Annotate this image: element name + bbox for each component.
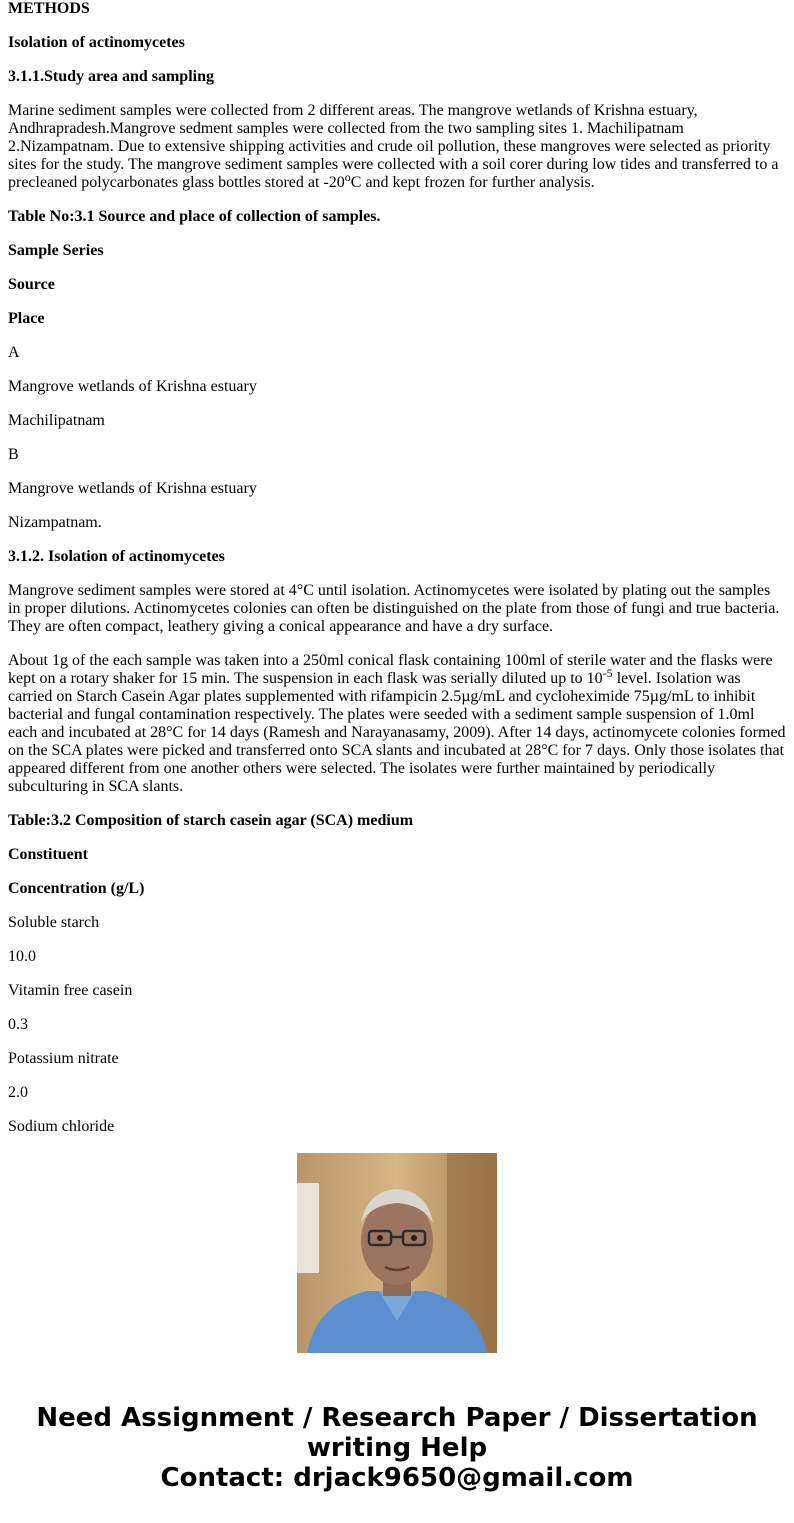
table-3-2-header: Concentration (g/L) <box>8 880 145 897</box>
superscript-exponent: -5 <box>602 666 613 680</box>
table-cell: 2.0 <box>8 1084 28 1101</box>
table-3-1-header: Source <box>8 276 55 293</box>
paragraph-text: level. Isolation was carried on Starch Casein Agar plates supplemented with rifampicin 2.5µg/mL and cycloheximide 75µg/mL to inhibit bacterial and fungal contamination respectively. The plates were seeded with a sediment sample suspension of 1.0ml each and incubated at 28°C for 14 days (Ramesh and Narayanasamy, 2009). After 14 days, actinomycete colonies formed on the SCA plates were picked and transferred onto SCA slants and incubated at 28°C for 7 days. Only those isolates that appeared different from one another others were selected. The isolates were further maintained by periodically subculturing in SCA slants. <box>8 670 786 795</box>
promo-line: Need Assignment / Research Paper / Dissertation <box>36 1403 758 1433</box>
promo-banner <box>0 1123 794 1523</box>
table-cell: Sodium chloride <box>8 1118 115 1135</box>
avatar-portrait <box>297 1153 497 1353</box>
table-cell: Machilipatnam <box>8 412 105 429</box>
paragraph-text: Marine sediment samples were collected from 2 different areas. The mangrove wetlands of Krishna estuary, Andhrapradesh.Mangrove sedment samples were collected from the two sampling sites 1. Machilipatnam 2.Nizampatnam. Due to extensive shipping activities and crude oil pollution, these mangroves were selected as priority sites for the study. The mangrove sediment samples were collected with a soil corer during low tides and transferred to a precleaned polycarbonates glass bottles stored at -20 <box>8 102 779 191</box>
table-3-1-header: Place <box>8 310 45 327</box>
heading-methods: METHODS <box>8 0 90 17</box>
paragraph-isolation-a: Mangrove sediment samples were stored at 4°C until isolation. Actinomycetes were isolated by plating out the samples in proper dilutions. Actinomycetes colonies can often be distinguished on the plate from those of fungi and true bacteria. They are often compact, leathery giving a conical appearance and have a dry surface. <box>8 582 780 635</box>
paragraph-text: About 1g of the each sample was taken into a 250ml conical flask containing 100ml of sterile water and the flasks were kept on a rotary shaker for 15 min. The suspension in each flask was serially diluted up to 10 <box>8 652 773 687</box>
table-3-2-header: Constituent <box>8 846 89 863</box>
section-3-1-1-title: 3.1.1.Study area and sampling <box>8 68 214 85</box>
document-body <box>8 0 786 1152</box>
table-cell: Nizampatnam. <box>8 514 102 531</box>
paragraph-isolation-b <box>8 652 786 796</box>
heading-isolation: Isolation of actinomycetes <box>8 34 185 51</box>
table-cell: 0.3 <box>8 1016 28 1033</box>
table-cell: Soluble starch <box>8 914 100 931</box>
table-cell: 10.0 <box>8 948 36 965</box>
promo-text <box>0 1403 794 1493</box>
section-3-1-2-title: 3.1.2. Isolation of actinomycetes <box>8 548 225 565</box>
table-cell: Vitamin free casein <box>8 982 133 999</box>
superscript-degree: o <box>344 170 351 184</box>
promo-line: writing Help <box>306 1433 488 1463</box>
table-cell: B <box>8 446 19 463</box>
table-3-1-header: Sample Series <box>8 242 104 259</box>
table-cell: Potassium nitrate <box>8 1050 119 1067</box>
paragraph-text: C and kept frozen for further analysis. <box>350 174 595 191</box>
table-cell: Mangrove wetlands of Krishna estuary <box>8 378 257 395</box>
table-3-2-caption: Table:3.2 Composition of starch casein agar (SCA) medium <box>8 812 414 829</box>
avatar <box>297 1153 497 1353</box>
table-cell: Mangrove wetlands of Krishna estuary <box>8 480 257 497</box>
paragraph-study-area <box>8 102 786 192</box>
table-cell: A <box>8 344 20 361</box>
table-3-1-caption: Table No:3.1 Source and place of collection of samples. <box>8 208 381 225</box>
promo-contact[interactable]: Contact: drjack9650@gmail.com <box>160 1463 634 1493</box>
